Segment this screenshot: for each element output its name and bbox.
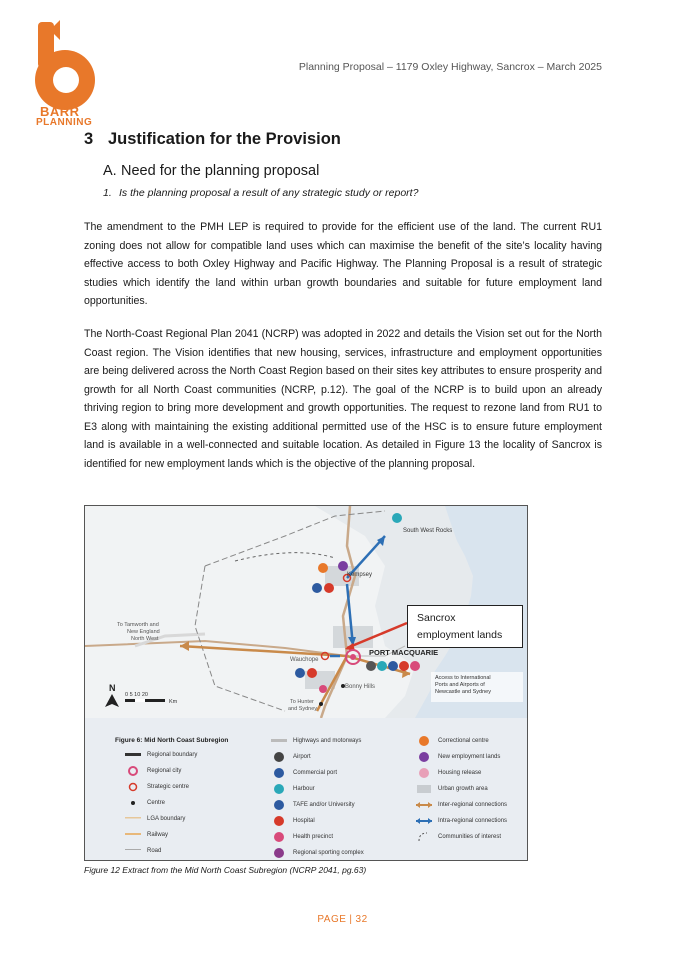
section-heading [84,130,341,149]
legend-item: New employment lands [416,752,500,761]
logo-wordmark-barr: BARR [40,104,80,119]
legend-item: Hospital [271,816,315,825]
footer-page-number: 32 [355,914,368,925]
legend-item: Airport [271,752,311,761]
map-legend [85,718,527,860]
legend-item: TAFE and/or University [271,800,355,809]
question-text: Is the planning proposal a result of any strategic study or report? [119,187,419,199]
legend-item: Highways and motorways [271,736,361,745]
subsection-heading [103,163,319,179]
body-paragraph: The amendment to the PMH LEP is required to provide for the efficient use of the land. The current RU1 zoning does not allow for compatible land uses which can maximise the benefit of the site’s locality having effective access to both Oxley Highway and Pacific Highway. The Planning Proposal is a result of strategic studies which identify the land within urban growth boundaries and suitable for future employment land opportunities. [84,221,602,307]
legend-item: Inter-regional connections [416,800,507,809]
legend-item: Housing release [416,768,481,777]
scale-unit: Km [169,699,178,705]
scale-ticks: 0 5 10 20 [125,692,148,698]
map-label-hunter: To Hunter and Sydney [288,699,318,712]
regional-map-figure [84,505,528,861]
legend-item: Commercial port [271,768,337,777]
map-label-wauchope: Wauchope [290,657,319,663]
document-header-title: Planning Proposal – 1179 Oxley Highway, Sancrox – March 2025 [298,61,602,73]
legend-item: Regional city [125,766,181,775]
north-label: N [109,683,116,693]
legend-item: Intra-regional connections [416,816,507,825]
section-number: 3 [84,130,94,148]
legend-item: LGA boundary [125,814,185,823]
map-label-port-macquarie: PORT MACQUARIE [369,648,439,657]
legend-item: Strategic centre [125,782,189,791]
question-number: 1. [103,187,112,199]
legend-item: Road [125,846,161,855]
legend-item: Communities of interest [416,832,501,841]
legend-item: Railway [125,830,168,839]
footer-page-label: PAGE [317,914,347,925]
subsection-title: Need for the planning proposal [121,163,320,179]
subsection-number: A. [103,163,117,179]
page-footer [0,914,685,925]
legend-item: Centre [125,798,165,807]
callout-line2: employment lands [417,629,503,641]
callout-line1: Sancrox [417,612,456,624]
legend-item: Health precinct [271,832,333,841]
sancrox-callout [407,605,523,648]
section-title: Justification for the Provision [108,130,341,148]
legend-title: Figure 6: Mid North Coast Subregion [115,737,229,744]
body-paragraph: The North-Coast Regional Plan 2041 (NCRP) was adopted in 2022 and details the Vision set out for the North Coast region. The Vision identifies that new housing, services, infrastructure and employment opportunities are being delivered across the North Coast Region based on their sites key attributes to ensure prosperity and growth for all North Coast communities (NCRP, p.12). The goal of the NCRP is to build upon an already thriving region to bring more development and growth opportunities. The request to rezone land from RU1 to E3 along with maintaining the existing additional permitted use of the HSC is to ensure future employment land is available in a well-connected and suitable location. As detailed in Figure 13 the locality of Sancrox is identified for new employment lands which is the objective of the planning proposal. [84,328,602,470]
footer-separator: | [349,914,353,925]
question-heading [103,187,418,199]
figure-caption: Figure 12 Extract from the Mid North Coast Subregion (NCRP 2041, pg.63) [84,865,367,875]
legend-item: Harbour [271,784,315,793]
legend-item: Urban growth area [416,784,488,793]
legend-item: Regional boundary [125,750,197,759]
legend-item: Regional sporting complex [271,848,364,857]
legend-item: Correctional centre [416,736,489,745]
logo-wordmark-planning: PLANNING [36,117,93,128]
map-label-south-west-rocks: South West Rocks [403,528,453,534]
map-label-tamworth: To Tamworth and New England North West [117,622,160,642]
map-label-access: Access to International Ports and Airports of Newcastle and Sydney [435,675,491,695]
map-label-bonny-hills: Bonny Hills [345,684,376,690]
map-label-kempsey: Kempsey [347,572,373,578]
